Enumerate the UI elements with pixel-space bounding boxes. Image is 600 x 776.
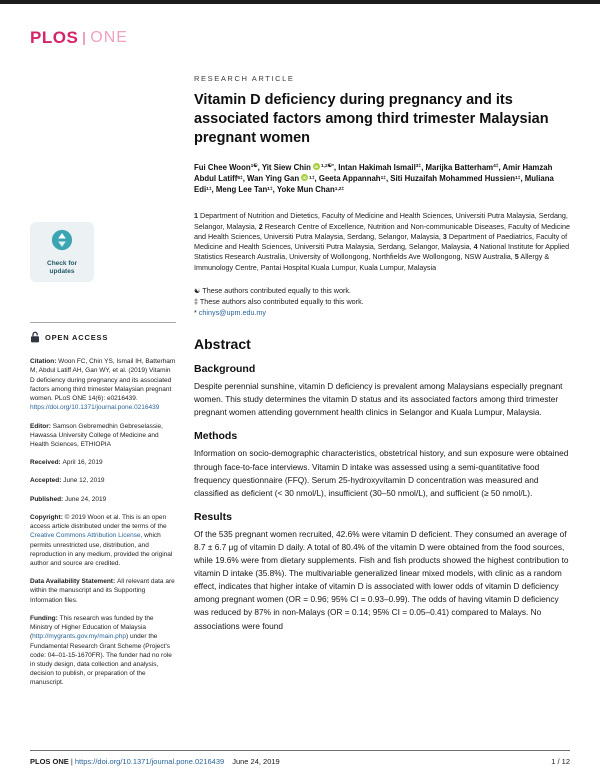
sidebar-entry-label: Citation: <box>30 358 59 366</box>
check-for-updates-label: Check for updates <box>47 260 77 276</box>
sidebar-entry-label: Copyright: <box>30 513 65 521</box>
sidebar-entry-editor: Editor: Samson Gebremedhin Gebreselassie, Hawassa University College of Medicine and Health Sciences, ETHIOPIA <box>30 422 163 448</box>
author <box>338 163 421 172</box>
article-title: Vitamin D deficiency during pregnancy and its associated factors among third trimester Malaysian pregnant women <box>194 92 549 146</box>
author <box>319 174 386 183</box>
affiliation-number: 3 <box>442 231 447 241</box>
author-name: Wan Ying Gan <box>247 173 300 183</box>
sidebar-entry-copyright: Copyright: © 2019 Woon et al. This is an open access article distributed under the terms of the Creative Commons Attribution License, which permits unrestricted use, distribution, and reproduction in any medium, provided the original author and source are credited. <box>30 513 173 567</box>
open-lock-icon <box>30 331 40 343</box>
affiliation-number: 4 <box>473 242 478 252</box>
author-superscript: 1,2☯* <box>320 164 334 170</box>
author-name: Muliana Edi <box>194 173 554 195</box>
author <box>194 163 258 172</box>
content-columns <box>0 74 600 697</box>
author <box>425 163 498 172</box>
footer-divider <box>30 750 570 751</box>
author-name: Siti Huzaifah Mohammed Hussien <box>390 173 516 183</box>
author-superscript: 1‡ <box>206 186 212 192</box>
plos-wordmark: PLOS <box>30 28 79 47</box>
corresponding-author-note <box>194 307 570 318</box>
author-superscript: 1‡ <box>309 175 315 181</box>
affiliation-number: 2 <box>258 221 263 231</box>
abstract-heading: Abstract <box>194 336 251 353</box>
sidebar-link[interactable]: https://doi.org/10.1371/journal.pone.0216439 <box>30 404 160 412</box>
author-name: Yoke Mun Chan <box>276 185 335 195</box>
sidebar-entry-label: Received: <box>30 459 63 467</box>
author-superscript: 1‡ <box>267 186 273 192</box>
open-access-row <box>30 331 176 343</box>
author-name: Marijka Batterham <box>425 162 494 172</box>
open-access-block <box>30 322 176 343</box>
author-name: Meng Lee Tan <box>215 185 268 195</box>
corresponding-email-link[interactable]: chinys@upm.edu.my <box>198 308 267 318</box>
corresponding-star: * <box>194 308 199 318</box>
abstract-paragraph: Of the 535 pregnant women recruited, 42.6% were vitamin D deficient. They consumed an average of 8.7 ± 6.7 μg of vitamin D daily. A total of 80.4% of the vitamin D were obtained from the food sources, while 19.6% were from dietary supplements. Fish and fish products showed the highest contribution to vitamin D intake (35.8%). The multivariable generalized linear mixed models, with clinic as a random effect, indicates that higher intake of vitamin D is associated with lower odds of vitamin D deficiency among pregnant women (OR = 0.96; 95% CI = 0.93–0.99). The odds of having vitamin D deficiency was reduced by 87% in non-Malays (OR = 0.14; 95% CI = 0.05–0.41) compared to Malays. No associations were found <box>194 528 569 631</box>
logo-divider <box>83 32 85 45</box>
abstract-subheading: Results <box>194 510 232 523</box>
abstract-paragraph: Despite perennial sunshine, vitamin D deficiency is prevalent among Malaysians especially pregnant women. This study determines the vitamin D status and its associated factors among third trimester pregnant women attending government health clinics in Selangor and Kuala Lumpur, Malaysia. <box>194 381 563 418</box>
footer-date: June 24, 2019 <box>232 757 280 766</box>
page-footer <box>30 750 570 766</box>
sidebar-entry-label: Accepted: <box>30 477 64 485</box>
article-meta-sidebar <box>30 74 176 697</box>
open-access-label: OPEN ACCESS <box>45 332 109 342</box>
author <box>216 185 273 194</box>
author <box>390 174 520 183</box>
sidebar-entry-funding: Funding: This research was funded by the Ministry of Higher Education of Malaysia (http://mygrants.gov.my/main.php) under the Fundamental Research Grant Scheme (Project's code: 04–01-15-1670FR). The funder had no role in study design, data collection and analysis, decision to publish, or preparation of the manuscript. <box>30 614 172 687</box>
author-superscript: 1‡ <box>380 175 386 181</box>
equal-contribution-note: ☯ These authors contributed equally to this work. <box>194 285 351 295</box>
author-name: Geeta Appannah <box>318 173 381 183</box>
sidebar-entry-data-availability: Data Availability Statement: All relevant data are within the manuscript and its Supporting Information files. <box>30 578 175 604</box>
footer-journal-name: PLOS ONE <box>30 757 69 766</box>
author-name: Amir Hamzah Abdul Latiff <box>194 162 553 183</box>
footer-separator: | <box>68 757 75 766</box>
affiliation-number: 1 <box>194 211 198 221</box>
author-superscript: 1‡ <box>515 175 521 181</box>
author <box>262 163 334 172</box>
author-superscript: 1☯ <box>250 164 258 170</box>
footer-row <box>30 757 570 766</box>
crossmark-icon <box>51 229 73 251</box>
author-superscript: 3‡ <box>415 164 422 170</box>
orcid-icon[interactable]: iD <box>302 174 307 180</box>
author-superscript: 1,2‡ <box>334 186 345 192</box>
author-superscript: 5‡ <box>237 175 243 181</box>
sidebar-entry-published: Published: June 24, 2019 <box>30 495 107 503</box>
abstract-paragraph: Information on socio-demographic characteristics, obstetrical history, and sun exposure were obtained through face-to-face interviews. Vitamin D intake was assessed using a semi-quantitative food frequency questionnaire (FFQ). Serum 25-hydroxyvitamin D concentration was measured and classified as deficient (< 30 nmol/L), insufficient (30–50 nmol/L), and sufficient (≥ 50 nmol/L). <box>194 448 569 498</box>
abstract-subheading: Background <box>194 363 256 376</box>
check-for-updates-badge[interactable] <box>30 222 94 282</box>
affiliation-number: 5 <box>514 252 519 262</box>
sidebar-entry-label: Published: <box>30 495 66 503</box>
article-main-column <box>194 74 570 697</box>
article-type-kicker: RESEARCH ARTICLE <box>194 74 295 83</box>
footer-doi-link[interactable]: https://doi.org/10.1371/journal.pone.0216439 <box>74 757 225 766</box>
author-name: Fui Chee Woon <box>194 162 251 172</box>
sidebar-entry-received: Received: April 16, 2019 <box>30 459 103 467</box>
footer-left <box>30 757 280 766</box>
abstract-body <box>194 363 570 632</box>
author-name: Yit Siew Chin <box>261 162 311 172</box>
sidebar-entries <box>30 357 176 687</box>
author <box>247 174 315 183</box>
author-list: Fui Chee Woon$^{1☯}$, Yit Siew Chin iD $^{1,2☯*}$, Intan Hakimah Ismail$^{3\ddagger}$, Marijka Batterham$^{4\ddagger}$, Amir Hamzah Abdul Latiff$^{5\ddagger}$, Wan Ying Gan iD $^{1\ddagger}$, Geeta Appannah$^{1\ddagger}$, Siti Huzaifah Mohammed Hussien$^{1\ddagger}$, Muliana Edi$^{1\ddagger}$, Meng Lee Tan$^{1\ddagger}$, Yoke Mun Chan$^{1,2\ddagger}$ <box>194 162 554 195</box>
footer-page-number: 1 / 12 <box>551 757 570 766</box>
journal-name-one: ONE <box>90 29 128 46</box>
sidebar-entry-accepted: Accepted: June 12, 2019 <box>30 477 105 485</box>
sidebar-entry-label: Funding: <box>30 614 60 622</box>
sidebar-entry-label: Editor: <box>30 422 53 430</box>
orcid-icon[interactable]: iD <box>314 163 319 169</box>
author <box>277 185 344 194</box>
plos-one-logo <box>30 28 600 48</box>
also-equal-contribution-note: ‡ These authors also contributed equally to this work. <box>194 296 364 306</box>
sidebar-entry-citation: Citation: Woon FC, Chin YS, Ismail IH, Batterham M, Abdul Latiff AH, Gan WY, et al. (2019) Vitamin D deficiency during pregnancy and its associated factors among third trimester Malaysian pregnant women. PLoS ONE 14(6): e0216439. https://doi.org/10.1371/journal.pone.0216439 <box>30 358 176 412</box>
affiliation-list: 1 Department of Nutrition and Dietetics, Faculty of Medicine and Health Sciences, Universiti Putra Malaysia, Serdang, Selangor, Malaysia, 2 Research Centre of Excellence, Nutrition and Non-communicable Diseases, Faculty of Medicine and Health Sciences, Universiti Putra Malaysia, Serdang, Selangor, Malaysia, 3 Department of Paediatrics, Faculty of Medicine and Health Sciences, Universiti Putra Malaysia, Serdang, Selangor, Malaysia, 4 National Institute for Applied Statistics Research Australia, University of Wollongong, Northfields Ave Wollongong, NSW Australia, 5 Allergy & Immunology Centre, Pantai Hospital Kuala Lumpur, Kuala Lumpur, Malaysia <box>194 211 570 272</box>
author-superscript: 4‡ <box>493 164 499 170</box>
journal-masthead <box>0 4 600 48</box>
abstract-subheading: Methods <box>194 430 238 443</box>
author-name: Intan Hakimah Ismail <box>338 162 416 172</box>
sidebar-entry-label: Data Availability Statement: <box>30 578 117 586</box>
sidebar-link[interactable]: Creative Commons Attribution License <box>30 532 141 540</box>
sidebar-link[interactable]: http://mygrants.gov.my/main.php <box>32 633 126 641</box>
contribution-notes <box>194 285 570 318</box>
